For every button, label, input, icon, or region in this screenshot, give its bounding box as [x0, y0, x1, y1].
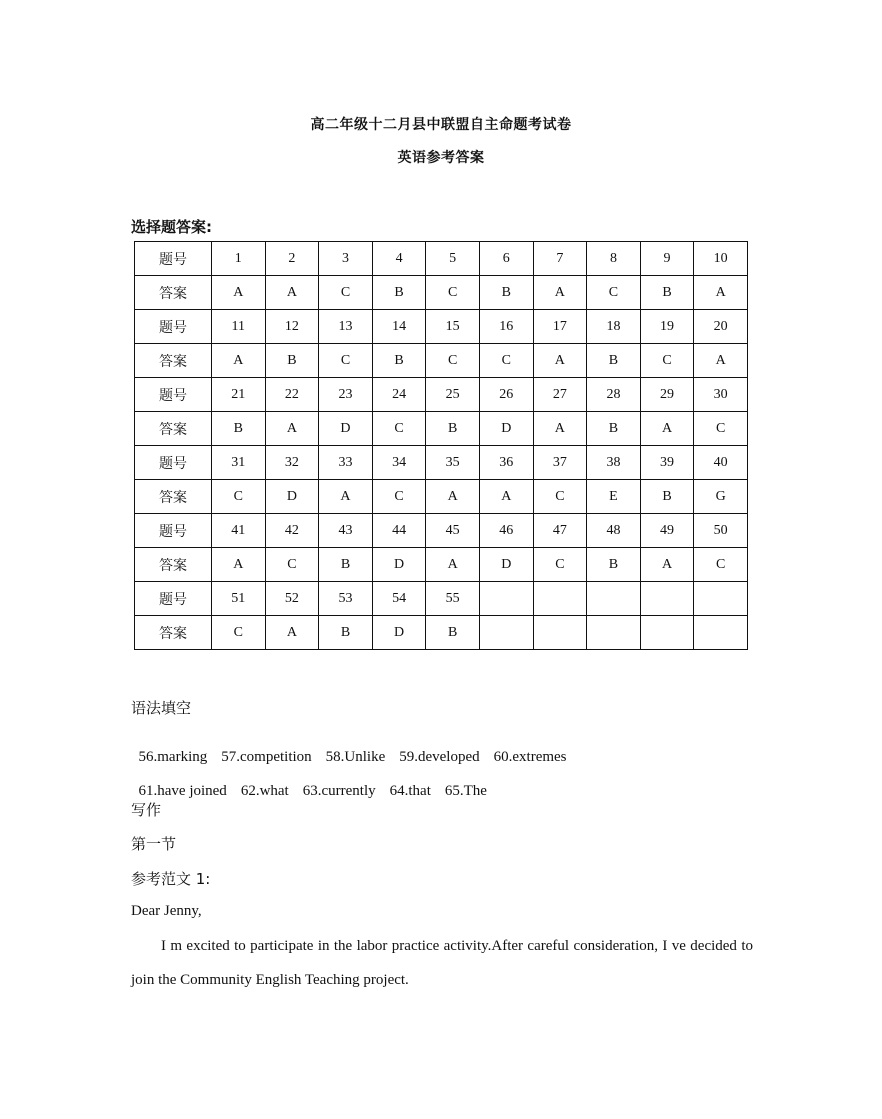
question-number-row [135, 446, 748, 480]
question-number-cell: 21 [212, 378, 266, 412]
answer-cell: A [533, 344, 587, 378]
answer-cell: C [372, 480, 426, 514]
question-number-cell: 7 [533, 242, 587, 276]
question-number-row [135, 242, 748, 276]
question-number-cell: 13 [319, 310, 373, 344]
answer-cell: A [265, 412, 319, 446]
answer-cell: C [479, 344, 533, 378]
answer-cell: C [265, 548, 319, 582]
question-number-cell: 15 [426, 310, 480, 344]
answer-cell: G [694, 480, 748, 514]
letter-greeting: Dear Jenny, [131, 903, 202, 919]
answer-cell: B [319, 616, 373, 650]
question-number-cell [587, 582, 641, 616]
answer-cell: A [426, 480, 480, 514]
answer-cell: A [479, 480, 533, 514]
answer-row [135, 480, 748, 514]
answer-cell [640, 616, 694, 650]
question-number-cell: 8 [587, 242, 641, 276]
question-number-cell: 43 [319, 514, 373, 548]
answer-cell: C [212, 480, 266, 514]
question-number-cell: 46 [479, 514, 533, 548]
question-number-row [135, 514, 748, 548]
answer-cell: A [265, 276, 319, 310]
question-number-cell: 20 [694, 310, 748, 344]
answer-header-cell: 答案 [135, 548, 212, 582]
answer-header-cell: 答案 [135, 480, 212, 514]
question-header-cell: 题号 [135, 242, 212, 276]
answer-cell: A [640, 548, 694, 582]
answer-cell: D [479, 412, 533, 446]
sample-essay-label: 参考范文 1: [131, 870, 211, 888]
answer-cell: A [212, 276, 266, 310]
question-number-cell: 35 [426, 446, 480, 480]
question-number-cell: 52 [265, 582, 319, 616]
grammar-answer: 57.competition [221, 749, 312, 765]
answer-cell: C [319, 344, 373, 378]
question-number-cell: 19 [640, 310, 694, 344]
question-number-cell: 9 [640, 242, 694, 276]
question-number-cell: 14 [372, 310, 426, 344]
question-number-cell [640, 582, 694, 616]
question-number-cell: 50 [694, 514, 748, 548]
answer-cell: A [533, 412, 587, 446]
question-number-cell: 22 [265, 378, 319, 412]
answer-cell: D [479, 548, 533, 582]
question-number-cell: 4 [372, 242, 426, 276]
question-number-cell [479, 582, 533, 616]
answer-header-cell: 答案 [135, 344, 212, 378]
question-header-cell: 题号 [135, 582, 212, 616]
question-number-cell: 37 [533, 446, 587, 480]
question-header-cell: 题号 [135, 378, 212, 412]
question-number-cell: 40 [694, 446, 748, 480]
question-number-cell: 12 [265, 310, 319, 344]
question-number-cell: 27 [533, 378, 587, 412]
grammar-answers-row-1 [131, 732, 581, 766]
question-number-cell: 28 [587, 378, 641, 412]
grammar-answer: 65.The [444, 783, 487, 799]
answer-cell: C [319, 276, 373, 310]
question-number-cell: 24 [372, 378, 426, 412]
question-number-cell: 53 [319, 582, 373, 616]
question-number-cell: 42 [265, 514, 319, 548]
question-number-cell: 54 [372, 582, 426, 616]
question-number-cell: 38 [587, 446, 641, 480]
question-number-cell: 48 [587, 514, 641, 548]
page-title: 高二年级十二月县中联盟自主命题考试卷 [310, 117, 572, 133]
answer-cell: B [372, 276, 426, 310]
answer-cell: A [694, 276, 748, 310]
answer-row [135, 344, 748, 378]
question-number-row [135, 378, 748, 412]
answer-header-cell: 答案 [135, 616, 212, 650]
answer-cell: C [640, 344, 694, 378]
question-number-cell: 45 [426, 514, 480, 548]
answer-cell: B [640, 276, 694, 310]
answer-cell: B [587, 548, 641, 582]
answer-cell [533, 616, 587, 650]
answer-cell: A [212, 548, 266, 582]
grammar-answer: 63.currently [302, 783, 376, 799]
answer-cell: C [426, 276, 480, 310]
question-number-cell: 30 [694, 378, 748, 412]
question-number-row [135, 582, 748, 616]
question-number-cell: 51 [212, 582, 266, 616]
question-number-cell: 55 [426, 582, 480, 616]
question-number-row [135, 310, 748, 344]
answer-cell: A [319, 480, 373, 514]
answer-cell [694, 616, 748, 650]
question-number-cell: 44 [372, 514, 426, 548]
grammar-section-label: 语法填空 [131, 699, 192, 717]
answer-cell: B [265, 344, 319, 378]
question-number-cell [694, 582, 748, 616]
answer-cell [479, 616, 533, 650]
answer-cell: A [640, 412, 694, 446]
answer-row [135, 548, 748, 582]
question-number-cell: 11 [212, 310, 266, 344]
answer-table [134, 241, 748, 650]
answer-cell: B [479, 276, 533, 310]
question-number-cell: 18 [587, 310, 641, 344]
question-number-cell [533, 582, 587, 616]
answer-cell: A [265, 616, 319, 650]
question-number-cell: 23 [319, 378, 373, 412]
question-number-cell: 26 [479, 378, 533, 412]
answer-header-cell: 答案 [135, 412, 212, 446]
question-header-cell: 题号 [135, 446, 212, 480]
question-number-cell: 29 [640, 378, 694, 412]
answer-cell: D [265, 480, 319, 514]
question-number-cell: 5 [426, 242, 480, 276]
question-number-cell: 49 [640, 514, 694, 548]
answer-cell: C [694, 412, 748, 446]
answer-cell: E [587, 480, 641, 514]
answer-cell: D [372, 616, 426, 650]
answer-row [135, 616, 748, 650]
question-header-cell: 题号 [135, 310, 212, 344]
grammar-answers-row-2 [131, 766, 501, 800]
question-number-cell: 31 [212, 446, 266, 480]
answer-row [135, 276, 748, 310]
answer-cell: A [694, 344, 748, 378]
answer-cell: B [640, 480, 694, 514]
grammar-answer: 56.marking [138, 749, 208, 765]
grammar-answer: 64.that [389, 783, 431, 799]
grammar-answer: 61.have joined [138, 783, 227, 799]
writing-section-label: 写作 [131, 801, 162, 819]
question-number-cell: 34 [372, 446, 426, 480]
question-header-cell: 题号 [135, 514, 212, 548]
question-number-cell: 32 [265, 446, 319, 480]
question-number-cell: 16 [479, 310, 533, 344]
answer-cell: C [533, 548, 587, 582]
question-number-cell: 1 [212, 242, 266, 276]
answer-cell: C [587, 276, 641, 310]
answer-cell: D [319, 412, 373, 446]
answer-cell: B [372, 344, 426, 378]
letter-paragraph: I m excited to participate in the labor practice activity.After careful consideration, I ve decided to join the Community English Teaching project. [131, 938, 753, 988]
question-number-cell: 10 [694, 242, 748, 276]
question-number-cell: 39 [640, 446, 694, 480]
answer-cell: B [319, 548, 373, 582]
answer-cell: A [533, 276, 587, 310]
answer-cell: B [426, 616, 480, 650]
question-number-cell: 33 [319, 446, 373, 480]
answer-cell: A [426, 548, 480, 582]
question-number-cell: 2 [265, 242, 319, 276]
answer-cell: C [426, 344, 480, 378]
answer-cell: B [587, 344, 641, 378]
question-number-cell: 47 [533, 514, 587, 548]
grammar-answer: 62.what [240, 783, 289, 799]
answer-cell: B [587, 412, 641, 446]
answer-cell: C [533, 480, 587, 514]
answer-cell: A [212, 344, 266, 378]
answer-cell [587, 616, 641, 650]
question-number-cell: 3 [319, 242, 373, 276]
question-number-cell: 6 [479, 242, 533, 276]
question-number-cell: 41 [212, 514, 266, 548]
grammar-answer: 58.Unlike [325, 749, 386, 765]
question-number-cell: 36 [479, 446, 533, 480]
question-number-cell: 25 [426, 378, 480, 412]
answer-cell: C [372, 412, 426, 446]
answer-row [135, 412, 748, 446]
question-number-cell: 17 [533, 310, 587, 344]
grammar-answer: 60.extremes [493, 749, 567, 765]
writing-part-label: 第一节 [131, 835, 177, 853]
page-subtitle: 英语参考答案 [397, 150, 485, 166]
answer-cell: C [694, 548, 748, 582]
answer-cell: D [372, 548, 426, 582]
grammar-answer: 59.developed [399, 749, 480, 765]
answer-cell: C [212, 616, 266, 650]
answer-header-cell: 答案 [135, 276, 212, 310]
choice-section-label: 选择题答案: [131, 218, 212, 236]
answer-cell: B [426, 412, 480, 446]
answer-cell: B [212, 412, 266, 446]
